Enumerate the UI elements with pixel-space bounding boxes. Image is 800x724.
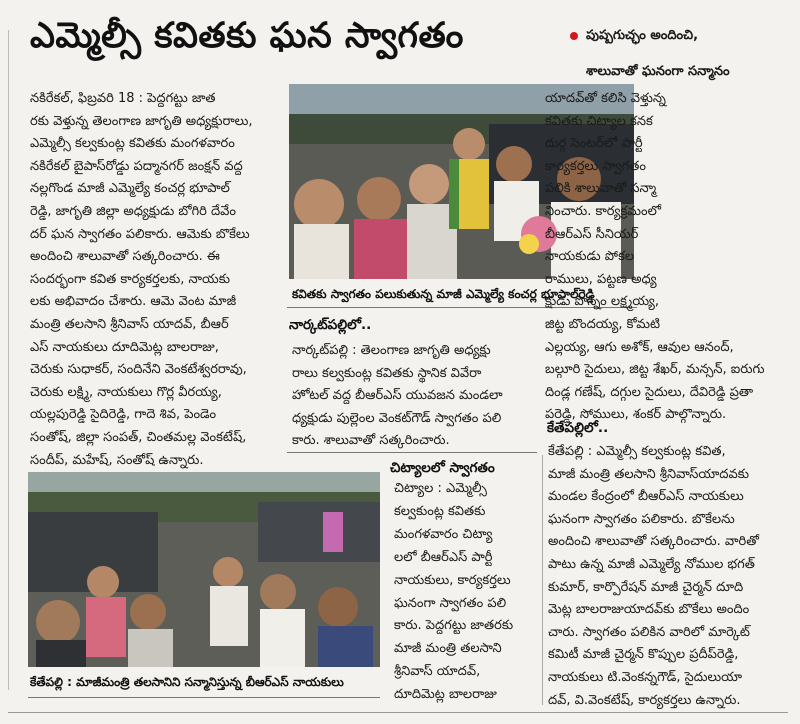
text-line: కవితకు చిట్యాల కనక: [545, 113, 653, 129]
text-line: దూదిమెట్ల బాలరాజు: [394, 687, 497, 703]
margin-rule: [8, 30, 9, 690]
chityala-section: [394, 478, 542, 707]
text-line: చిట్యాల : ఎమ్మెల్సీ: [394, 481, 487, 496]
text-line: కారు. శాలువాతో సత్కరించారు.: [292, 433, 450, 449]
text-line: చెరుకు లక్ష్మి, నాయకులు గొర్ల వీరయ్య,: [30, 384, 222, 400]
text-line: సంతోష్, జిల్లా సంపత్, చింతమల్ల వెంకటేష్,: [30, 429, 247, 445]
text-line: బల్గూరి సైదులు, జిట్ట శేఖర్, మన్సన్, ఐరుగు: [545, 362, 765, 378]
bullet-dot-icon: [570, 32, 578, 40]
text-line: మండల కేంద్రంలో బీఆర్‌ఎస్ నాయకులు: [548, 489, 744, 505]
text-line: రకు వెళ్తున్న తెలంగాణ జాగృతి అధ్యక్షురాలు,: [30, 113, 253, 129]
right-column: [545, 88, 790, 427]
side-headline-1: పుష్పగుచ్ఛం అందించి,: [570, 18, 790, 54]
text-line: రాములు, పట్టణ అధ్య: [545, 271, 657, 287]
text-line: ఎస్ నాయకులు దూదిమెట్ల బాలరాజు,: [30, 339, 219, 355]
text-line: అందించి శాలువాతో సత్కరించారు. ఈ: [30, 249, 220, 265]
text-line: దిండ్ల గణేష్, దగ్గుల సైదులు, దేవిరెడ్డి ప్రతా: [545, 384, 754, 400]
text-line: కల్వకుంట్ల కవితకు: [394, 503, 486, 519]
text-line: కేతేపల్లి : ఎమ్మెల్సీ కల్వకుంట్ల కవిత,: [548, 444, 726, 459]
text-line: దుర్గ సెంటర్‌లో పార్టీ: [545, 136, 643, 152]
text-line: కారు. పెద్దగట్టు జాతరకు: [394, 618, 514, 634]
photo2-caption: కేతేపల్లి : మాజీమంత్రి తలసానిని సన్మానిస్తున్న బీఆర్‌ఎస్ నాయకులు: [30, 675, 344, 689]
narketpally-heading: నార్కట్‌పల్లిలో..: [289, 317, 372, 333]
text-line: మాజీ మంత్రి తలసాని శ్రీనివాస్‌యాదవకు: [548, 466, 750, 482]
text-line: నకిరేకల్, ఫిబ్రవరి 18 : పెద్దగట్టు జాత: [30, 91, 216, 106]
text-line: కుమార్, కార్పొరేషన్ మాజీ చైర్మన్ దూది: [548, 579, 744, 595]
divider-photo2: [28, 697, 380, 698]
text-line: సందీప్, మహేష్, సంతోష్ ఉన్నారు.: [30, 452, 204, 468]
text-line: దవ్, వి.వెంకటేష్, కార్యకర్తలు ఉన్నారు.: [548, 692, 741, 708]
text-line: నల్లగొండ మాజీ ఎమ్మెల్యే కంచర్ల భూపాల్: [30, 181, 230, 197]
text-line: కమిటీ మాజీ చైర్మన్ కొప్పుల ప్రదీప్‌రెడ్డి,: [548, 647, 739, 663]
side-headline-box: [570, 18, 790, 90]
text-line: రాలు కల్వకుంట్ల కవితకు స్థానిక వివేరా: [292, 365, 482, 381]
text-line: ఘనంగా స్వాగతం పలి: [394, 595, 507, 611]
text-line: ధ్యక్షుడు పుల్లెంల వెంకట్‌గౌడ్ స్వాగతం పలి: [292, 410, 502, 426]
narketpally-section: [292, 340, 530, 453]
text-line: ఎల్లయ్య, ఆగు అశోక్, ఆవుల ఆనంద్,: [545, 339, 734, 355]
text-line: అందించి శాలువాతో సత్కరించారు. వారితో: [548, 534, 759, 550]
text-line: మాజీ మంత్రి తలసాని: [394, 641, 502, 657]
headline: ఎమ్మెల్సీ కవితకు ఘన స్వాగతం: [30, 16, 464, 56]
photo-crowd-illustration-2: [28, 472, 380, 667]
photo-kethepally-felicitation: [28, 472, 380, 667]
text-line: రెడ్డి, జాగృతి జిల్లా అధ్యక్షుడు బోగిరి దేవేం: [30, 203, 237, 219]
column-divider: [542, 455, 543, 705]
text-line: నాయకులు టి.వెంకన్నగౌడ్, సైదులుయా: [548, 669, 743, 685]
photo1-caption: కవితకు స్వాగతం పలుకుతున్న మాజీ ఎమ్మెల్యే కంచర్ల భూపాల్‌రెడ్డి: [292, 287, 595, 301]
text-line: పాటు ఉన్న మాజీ ఎమ్మెల్యే నోముల భగత్: [548, 556, 755, 572]
text-line: లలో బీఆర్‌ఎస్ పార్టీ: [394, 549, 493, 565]
text-line: దర్ ఘన స్వాగతం పలికారు. ఆమెకు బొకేలు: [30, 226, 250, 242]
text-line: సందర్భంగా కవిత కార్యకర్తలకు, నాయకు: [30, 271, 231, 287]
text-line: మంగళవారం చిట్యా: [394, 526, 493, 542]
text-line: జిట్ట బొందయ్య, కోమటి: [545, 316, 661, 332]
text-line: యాదవ్‌తో కలిసి వెళ్తున్న: [545, 91, 666, 106]
text-line: నాయకులు, కార్యకర్తలు: [394, 572, 511, 588]
text-line: మంత్రి తలసాని శ్రీనివాస్ యాదవ్, బీఆర్: [30, 316, 229, 332]
chityala-heading: చిట్యాలలో స్వాగతం: [390, 460, 495, 476]
text-line: బీఆర్‌ఎస్ సీనియర్: [545, 226, 639, 242]
text-line: చెరుకు సుధాకర్, సందినేని వెంకటేశ్వరరావు,: [30, 362, 247, 378]
text-line: నకిరేకల్ బైపాస్‌రోడ్డు పద్మానగర్ జంక్షన్ వద్ద: [30, 158, 243, 174]
text-line: నించారు. కార్యక్రమంలో: [545, 203, 661, 219]
text-line: శ్రీనివాస్ యాదవ్,: [394, 664, 481, 680]
text-line: మెట్ల బాలరాజుయాదవ్‌కు బొకేలు అందిం: [548, 602, 750, 618]
divider-narketpally: [287, 452, 537, 453]
text-line: నార్కట్‌పల్లి : తెలంగాణ జాగృతి అధ్యక్షు: [292, 343, 491, 358]
left-column: [30, 88, 282, 472]
text-line: చారు. స్వాగతం పలికిన వారిలో మార్కెట్: [548, 624, 750, 640]
kethepally-section: [548, 441, 790, 712]
text-line: యల్లపురెడ్డి సైదిరెడ్డి, గాదె శివ, పెండెం: [30, 407, 217, 423]
text-line: లకు అభివాదం చేశారు. ఆమె వెంట మాజీ: [30, 294, 237, 310]
page-bottom-rule: [8, 712, 788, 713]
text-line: ఘనంగా స్వాగతం పలికారు. బొకేలను: [548, 511, 735, 527]
text-line: హోటల్ వద్ద బీఆర్‌ఎస్ యువజన మండలా: [292, 388, 503, 404]
text-line: ఎమ్మెల్సీ కల్వకుంట్ల కవితకు మంగళవారం: [30, 136, 235, 152]
side-headline-2: శాలువాతో ఘనంగా సన్మానం: [586, 64, 730, 79]
text-line: పరెడ్డి, సోములు, శంకర్ పాల్గొన్నారు.: [545, 407, 727, 423]
text-line: పలికి శాలువాతో సన్మా: [545, 181, 657, 197]
text-line: నాయకుడు పోకల: [545, 249, 635, 265]
text-line: క్షుడు పొన్నం లక్ష్మయ్య,: [545, 294, 660, 310]
text-line: కార్యకర్తలు స్వాగతం: [545, 158, 646, 174]
kethepally-heading: కేతేపల్లిలో..: [547, 420, 609, 436]
